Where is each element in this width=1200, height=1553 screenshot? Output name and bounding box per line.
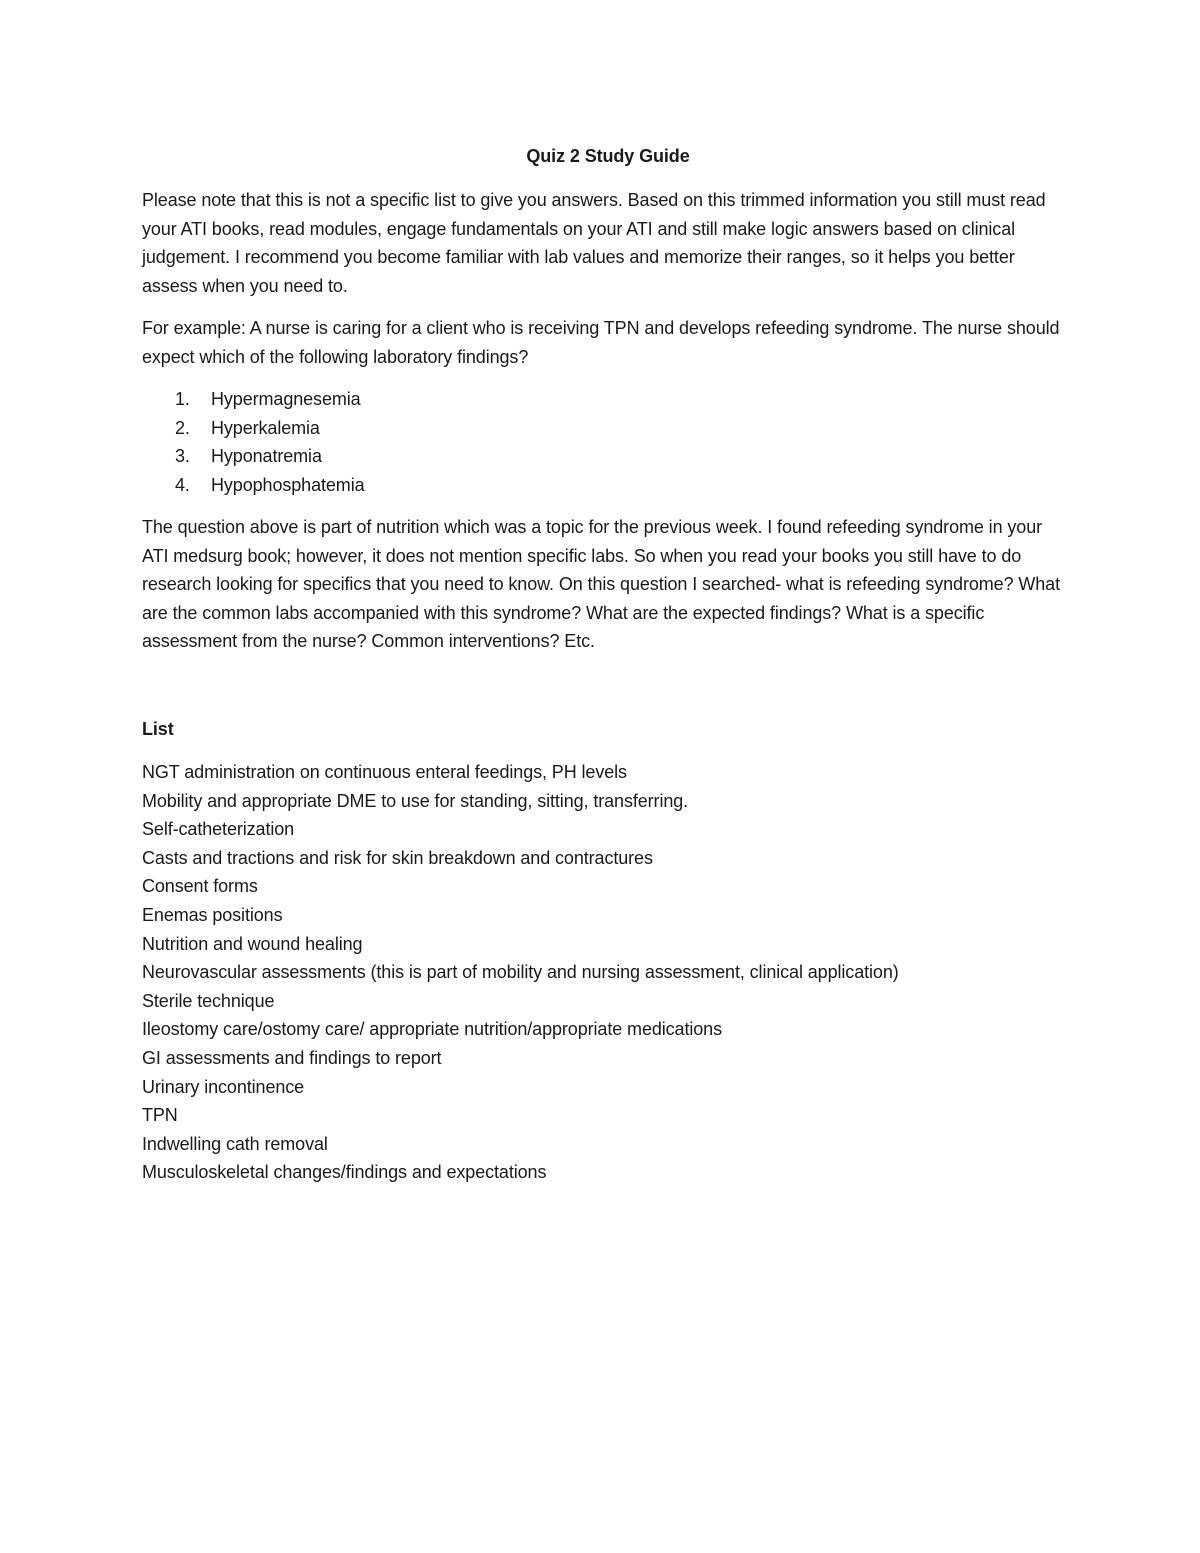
choice-number: 2. — [175, 417, 190, 438]
topic-item: Urinary incontinence — [142, 1076, 305, 1097]
explanation-paragraph: The question above is part of nutrition which was a topic for the previous week. I found refeeding syndrome in your ATI medsurg book; however, it does not mention specific labs. So when you read your books you still have to do research looking for specifics that you need to know. On this question I searched- what is refeeding syndrome? What are the common labs accompanied with this syndrome? What are the expected findings? What is a specific assessment from the nurse? Common interventions? Etc. — [142, 517, 1060, 651]
answer-choice — [175, 385, 1062, 414]
topic-item: NGT administration on continuous enteral feedings, PH levels — [142, 762, 627, 782]
topic-item: Mobility and appropriate DME to use for standing, sitting, transferring. — [142, 790, 689, 811]
answer-choices — [142, 385, 1062, 499]
topic-item: GI assessments and findings to report — [142, 1047, 442, 1068]
choice-text: Hyponatremia — [211, 446, 322, 466]
topic-item: Ileostomy care/ostomy care/ appropriate nutrition/appropriate medications — [142, 1019, 722, 1040]
topic-list — [142, 758, 1062, 1187]
answer-choice — [175, 471, 1062, 500]
choice-text: Hypermagnesemia — [211, 389, 361, 409]
document-title: Quiz 2 Study Guide — [526, 146, 690, 166]
list-heading: List — [142, 718, 174, 739]
choice-number: 3. — [175, 446, 190, 466]
topic-item: Musculoskeletal changes/findings and expectations — [142, 1162, 547, 1183]
choice-number: 4. — [175, 474, 190, 495]
topic-item: Self-catheterization — [142, 819, 295, 840]
choice-text: Hypophosphatemia — [211, 474, 365, 495]
choice-number: 1. — [175, 389, 190, 409]
topic-item: Neurovascular assessments (this is part of mobility and nursing assessment, clinical application) — [142, 962, 899, 983]
topic-item: Enemas positions — [142, 904, 283, 925]
intro-paragraph: Please note that this is not a specific list to give you answers. Based on this trimmed information you still must read your ATI books, read modules, engage fundamentals on your ATI and still make logic answers based on clinical judgement. I recommend you become familiar with lab values and memorize their ranges, so it helps you better assess when you need to. — [142, 190, 1046, 296]
topic-item: Casts and tractions and risk for skin breakdown and contractures — [142, 847, 653, 868]
document-body — [142, 143, 1062, 1187]
topic-item: Consent forms — [142, 876, 258, 897]
topic-item: Nutrition and wound healing — [142, 933, 363, 954]
answer-choice — [175, 414, 1062, 443]
example-question: For example: A nurse is caring for a client who is receiving TPN and develops refeeding syndrome. The nurse should expect which of the following laboratory findings? — [142, 318, 1060, 367]
topic-item: Sterile technique — [142, 990, 275, 1011]
topic-item: Indwelling cath removal — [142, 1133, 328, 1154]
choice-text: Hyperkalemia — [211, 417, 320, 438]
topic-item: TPN — [142, 1105, 178, 1126]
answer-choice — [175, 442, 1062, 471]
